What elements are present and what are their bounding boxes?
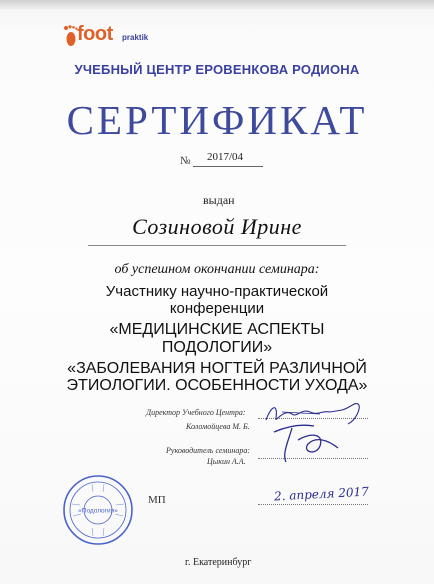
recipient-name: Созиновой Ирине: [132, 214, 302, 239]
city: г. Екатеринбург: [185, 557, 252, 568]
certificate-title: СЕРТИФИКАТ: [66, 97, 368, 143]
body-line-2: конференции: [169, 300, 265, 317]
body-line-4: ПОДОЛОГИИ»: [161, 339, 273, 356]
participant-line: [0, 283, 434, 317]
body-line-3: «МЕДИЦИНСКИЕ АСПЕКТЫ: [109, 321, 325, 338]
logo-text-praktik: praktik: [122, 33, 149, 42]
handwritten-date: 2. апреля 2017: [273, 484, 370, 504]
seminar-role: Руководитель семинара:: [166, 446, 250, 455]
conference-title: [0, 321, 434, 357]
director-name: Коломойцева М. Б.: [186, 422, 250, 431]
date-line: [258, 504, 368, 505]
director-role: Директор Учебного Центра:: [146, 408, 246, 417]
name-underline: [88, 245, 346, 246]
body-line-1: Участнику научно-практической: [105, 283, 329, 300]
seminar-signature: [268, 418, 348, 468]
logo: [63, 23, 183, 63]
success-text: об успешном окончании семинара:: [114, 262, 320, 277]
issued-label: выдан: [203, 193, 235, 207]
seminar-title: [0, 360, 434, 394]
body-line-5: «ЗАБОЛЕВАНИЯ НОГТЕЙ РАЗЛИЧНОЙ: [67, 360, 367, 377]
stamp-seal: [62, 474, 134, 546]
number-underline: [193, 166, 263, 167]
body-line-6: ЭТИОЛОГИИ. ОСОБЕННОСТИ УХОДА»: [66, 377, 368, 394]
org-name: УЧЕБНЫЙ ЦЕНТР ЕРОВЕНКОВА РОДИОНА: [74, 62, 360, 77]
stamp-center-text: «Подология»: [78, 507, 118, 515]
certificate-number: 2017/04: [207, 151, 244, 163]
number-sign: №: [180, 155, 191, 167]
stamp-label: МП: [148, 494, 166, 506]
seminar-name: Цыкин А.А.: [207, 457, 246, 466]
scan-shadow: [0, 0, 434, 10]
logo-text-foot: foot: [77, 23, 113, 45]
